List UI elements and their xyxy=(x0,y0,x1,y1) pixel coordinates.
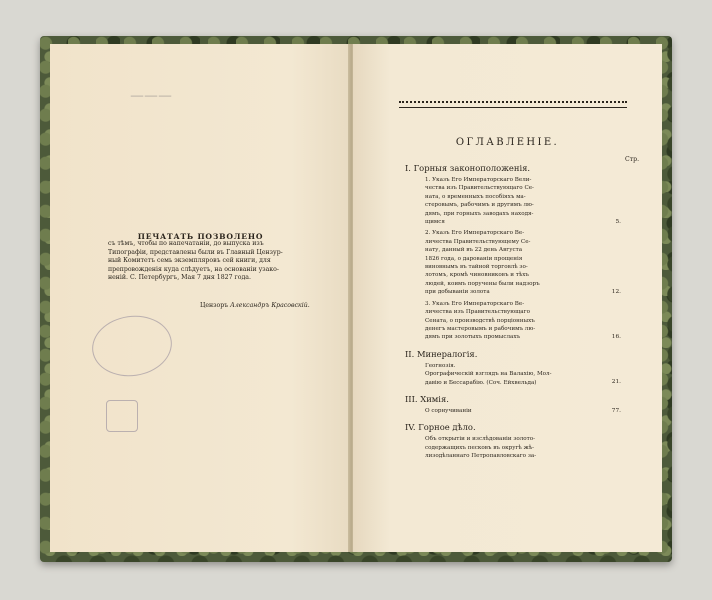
toc-entry-line: при добываніи золота xyxy=(425,289,490,296)
toc-entry-line: стеровымъ, рабочимъ и другимъ лю- xyxy=(425,202,534,209)
toc-page-number: 16. xyxy=(611,334,621,341)
library-stamp-small xyxy=(106,400,138,432)
censor-signature xyxy=(200,302,310,311)
toc-entry-line: Орографическій взглядъ на Валахію, Мол- xyxy=(425,371,552,378)
toc-entry-line: ната, о временныхъ пособіяхъ ма- xyxy=(425,193,526,200)
toc-entry xyxy=(405,176,621,226)
toc-entry xyxy=(405,362,621,387)
toc-entry-line: содержащихъ песковъ въ округѣ жѣ- xyxy=(425,444,534,451)
toc-page-number: 12. xyxy=(611,289,621,296)
toc-entry-line: денегъ мастеровымъ и рабочимъ лю- xyxy=(425,325,536,332)
toc-entry-line: виновнымъ въ тайной торговлѣ зо- xyxy=(425,264,528,271)
toc-page-number: 5. xyxy=(615,218,621,225)
toc-entry-line: лизодѣланнаго Петропавловскаго за- xyxy=(425,453,537,460)
toc-section-heading: III. Химія. xyxy=(405,393,449,404)
permission-line: препровожденія куда слѣдуетъ, на основаніи узако- xyxy=(108,265,279,273)
permission-line: неній. С. Петербургъ, Мая 7 дня 1827 года. xyxy=(108,274,251,282)
toc-entry-line: Сената, о производствѣ порціонныхъ xyxy=(425,317,535,324)
toc-entry-line: щимся xyxy=(425,219,445,226)
censor-name: Александръ Красовскій. xyxy=(230,302,310,309)
toc-entry-line: лотомъ, кромѣ чиновниковъ и тѣхъ xyxy=(425,272,529,279)
toc-entry-line: дямъ, при горныхъ заводахъ находя- xyxy=(425,210,534,217)
permission-line: съ тѣмъ, чтобы по напечатаніи, до выпуска изъ xyxy=(108,240,264,247)
toc-entry-line: Геогнозія. xyxy=(425,362,456,369)
left-page xyxy=(50,44,351,552)
toc-entry-line: личества Правительствующему Се- xyxy=(425,238,531,245)
table-of-contents xyxy=(405,162,621,464)
toc-page-number: 77. xyxy=(611,407,621,414)
toc-entry-line: людей, коимъ поручены были надзоръ xyxy=(425,280,540,287)
toc-entry-line: 2. Указъ Его Императорскаго Ве- xyxy=(425,230,525,237)
toc-page-number: 21. xyxy=(611,379,621,386)
permission-line: Типографіи, представлены были въ Главный Цензур- xyxy=(108,248,283,256)
toc-section-heading: I. Горныя законоположенія. xyxy=(405,163,531,173)
permission-heading: ПЕЧАТАТЬ ПОЗВОЛЕНО xyxy=(137,232,264,241)
toc-entry xyxy=(405,300,621,342)
permission-line: ный Комитетъ семь экземпляровъ сей книги, для xyxy=(108,257,271,265)
toc-entry-line: дямъ при золотыхъ промыслахъ xyxy=(425,334,521,341)
open-book xyxy=(40,36,672,562)
toc-entry xyxy=(405,407,621,415)
toc-entry-line: личества изъ Правительствующаго xyxy=(425,309,530,316)
contents-title: ОГЛАВЛЕНІЕ. xyxy=(455,137,560,148)
censor-label: Цензоръ xyxy=(200,302,229,309)
toc-entry-line: О сорнучиваніи xyxy=(425,407,472,414)
toc-entry-line: 1. Указъ Его Императорскаго Вели- xyxy=(425,177,532,183)
toc-section-heading: IV. Горное дѣло. xyxy=(405,422,476,433)
toc-entry-line: 1826 года, о дарованіи прощенія xyxy=(425,255,523,262)
toc-entry-line: чества изъ Правительствующаго Се- xyxy=(425,185,534,192)
toc-entry-line: Объ открытіи и изслѣдованіи золото- xyxy=(425,436,536,443)
toc-entry xyxy=(405,435,613,460)
permission-text xyxy=(108,240,344,283)
show-through-text: ——— xyxy=(130,88,172,104)
toc-entry-line: давію и Бессарабію. (Соч. Ейхвельда) xyxy=(425,379,537,386)
library-stamp xyxy=(88,311,176,382)
toc-entry-line: 3. Указъ Его Императорскаго Ве- xyxy=(425,300,525,307)
toc-entry xyxy=(405,229,621,296)
header-rule xyxy=(399,101,627,108)
page-column-label: Стр. xyxy=(625,156,640,163)
right-page xyxy=(353,44,662,552)
toc-section-heading: II. Минералогія. xyxy=(405,348,478,359)
toc-entry-line: нату, данный въ 22 день Августа xyxy=(425,247,523,254)
